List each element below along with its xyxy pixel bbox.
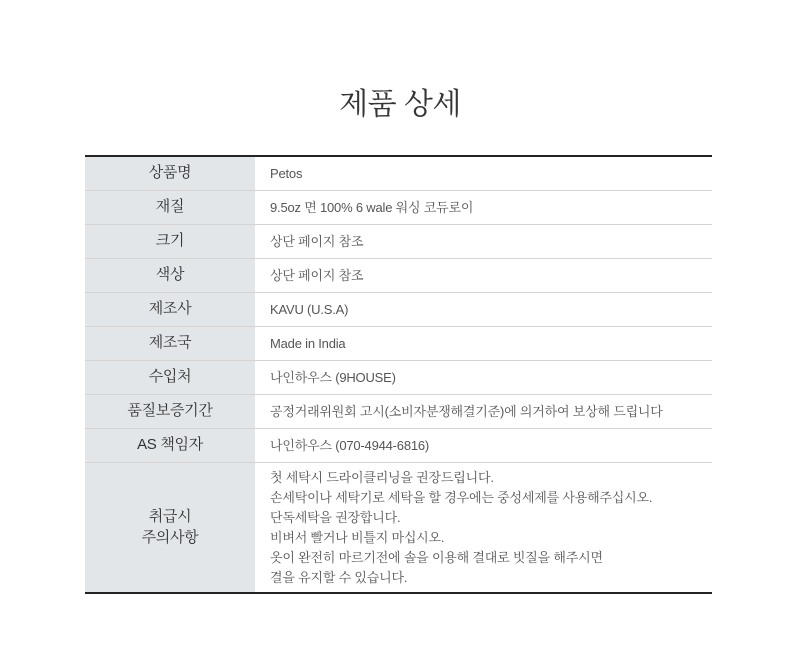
- row-value: 상단 페이지 참조: [255, 259, 712, 292]
- row-label: 제조사: [85, 293, 255, 326]
- row-label: 수입처: [85, 361, 255, 394]
- row-label: 제조국: [85, 327, 255, 360]
- table-row: [85, 191, 712, 225]
- row-label: 품질보증기간: [85, 395, 255, 428]
- row-label: 재질: [85, 191, 255, 224]
- row-label: AS 책임자: [85, 429, 255, 462]
- row-value: 나인하우스 (9HOUSE): [255, 361, 712, 394]
- row-value: 나인하우스 (070-4944-6816): [255, 429, 712, 462]
- table-row: [85, 157, 712, 191]
- table-row: [85, 395, 712, 429]
- table-row: [85, 293, 712, 327]
- row-label: 상품명: [85, 157, 255, 190]
- table-row: [85, 361, 712, 395]
- row-value: Petos: [255, 157, 712, 190]
- row-label: 크기: [85, 225, 255, 258]
- table-row: [85, 429, 712, 463]
- row-value: 상단 페이지 참조: [255, 225, 712, 258]
- page-title: 제품 상세: [339, 88, 461, 121]
- row-label: 취급시 주의사항: [85, 463, 255, 592]
- table-row: [85, 463, 712, 592]
- product-detail-table: [85, 155, 712, 594]
- row-value: 공정거래위원회 고시(소비자분쟁해결기준)에 의거하여 보상해 드립니다: [255, 395, 712, 428]
- row-value: KAVU (U.S.A): [255, 293, 712, 326]
- row-value: 9.5oz 면 100% 6 wale 워싱 코듀로이: [255, 191, 712, 224]
- row-value: 첫 세탁시 드라이클리닝을 권장드립니다. 손세탁이나 세탁기로 세탁을 할 경우에는 중성세제를 사용해주십시오. 단독세탁을 권장합니다. 비벼서 빨거나 비틀지 마십시오. 옷이 완전히 마르기전에 솔을 이용해 결대로 빗질을 해주시면 결을 유지할 수 있습니다.: [255, 463, 712, 592]
- row-label: 색상: [85, 259, 255, 292]
- table-row: [85, 225, 712, 259]
- table-row: [85, 327, 712, 361]
- row-value: Made in India: [255, 327, 712, 360]
- table-row: [85, 259, 712, 293]
